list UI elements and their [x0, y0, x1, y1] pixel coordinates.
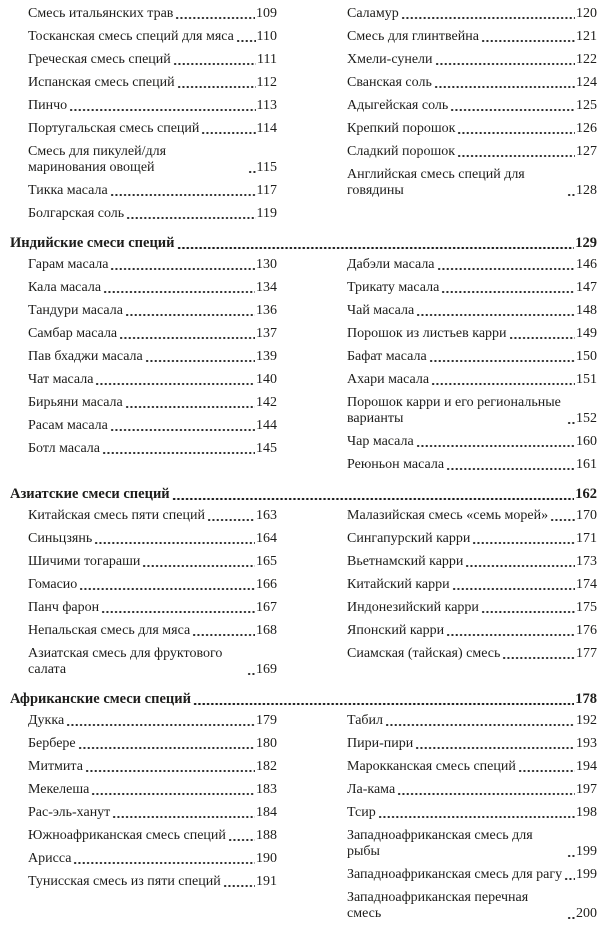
toc-section-header[interactable] [10, 486, 597, 503]
page-number: 139 [256, 349, 277, 364]
dot-leader [236, 29, 256, 45]
dot-leader [110, 257, 255, 273]
page-number: 129 [575, 235, 597, 251]
entry-title: Шичими тогараши [28, 554, 141, 569]
toc-entry[interactable] [28, 372, 277, 388]
page-number: 192 [576, 713, 597, 728]
dot-leader [175, 6, 255, 22]
toc-column-left [10, 713, 277, 929]
entry-title: Арисса [28, 851, 72, 866]
entry-title: Смесь для глинтвейна [347, 29, 479, 44]
toc-entry[interactable] [28, 98, 277, 114]
page-number: 111 [257, 52, 277, 67]
dot-leader [385, 713, 575, 729]
toc-entry[interactable] [28, 257, 277, 273]
toc-entry[interactable] [28, 759, 277, 775]
dot-leader [142, 554, 255, 570]
dot-leader [110, 183, 256, 199]
toc-entry[interactable] [347, 531, 597, 547]
page-number: 175 [576, 600, 597, 615]
page-number: 126 [576, 121, 597, 136]
page-number: 176 [576, 623, 597, 638]
entry-title: Китайский карри [347, 577, 450, 592]
dot-leader [73, 851, 255, 867]
dot-leader [437, 257, 575, 273]
page-number: 115 [256, 160, 277, 175]
dot-leader [101, 600, 255, 616]
toc-entry[interactable] [28, 6, 277, 22]
toc-columns [10, 6, 597, 229]
page-number: 149 [576, 326, 597, 341]
toc-entry[interactable] [347, 554, 597, 570]
dot-leader [416, 303, 575, 319]
entry-title: Смесь итальянских трав [28, 6, 174, 21]
toc-entry[interactable] [347, 457, 597, 473]
toc-entry[interactable] [347, 280, 597, 296]
entry-title: Тунисская смесь из пяти специй [28, 874, 221, 889]
dot-leader [567, 844, 575, 860]
entry-title: Порошок из листьев карри [347, 326, 507, 341]
page-number: 127 [576, 144, 597, 159]
dot-leader [173, 52, 256, 68]
dot-leader [481, 29, 575, 45]
entry-title: Испанская смесь специй [28, 75, 175, 90]
page-number: 173 [576, 554, 597, 569]
entry-title: Бербере [28, 736, 76, 751]
dot-leader [446, 457, 575, 473]
toc-entry[interactable] [28, 531, 277, 547]
toc-column-left [10, 6, 277, 229]
dot-leader [192, 623, 255, 639]
page-number: 146 [576, 257, 597, 272]
entry-title: Табил [347, 713, 384, 728]
entry-title: Западноафриканская смесь для рыбы [347, 828, 533, 859]
dot-leader [119, 326, 255, 342]
page-number: 114 [256, 121, 277, 136]
dot-leader [452, 577, 575, 593]
entry-title: Бирьяни масала [28, 395, 123, 410]
toc-entry[interactable] [347, 257, 597, 273]
toc-entry[interactable] [347, 303, 597, 319]
entry-title: Японский карри [347, 623, 445, 638]
page-number: 151 [576, 372, 597, 387]
toc-entry[interactable] [347, 867, 597, 883]
toc-entry[interactable] [28, 75, 277, 91]
page-number: 179 [256, 713, 277, 728]
dot-leader [110, 418, 255, 434]
toc-entry[interactable] [28, 600, 277, 616]
entry-title: Азиатская смесь для фруктового салата [28, 646, 223, 677]
page-number: 124 [576, 75, 597, 90]
page-number: 200 [576, 906, 597, 921]
page-number: 113 [256, 98, 277, 113]
section-title: Индийские смеси специй [10, 235, 175, 251]
entry-title: Тикка масала [28, 183, 108, 198]
entry-title: Смесь для пикулей/для маринования овощей [28, 144, 167, 175]
dot-leader [378, 805, 575, 821]
toc-entry[interactable] [347, 326, 597, 342]
dot-leader [567, 411, 575, 427]
toc-entry[interactable] [347, 121, 597, 137]
page-number: 148 [576, 303, 597, 318]
entry-title: Адыгейская соль [347, 98, 449, 113]
page-number: 140 [256, 372, 277, 387]
page-number: 122 [576, 52, 597, 67]
entry-title: Кала масала [28, 280, 102, 295]
dot-leader [94, 531, 255, 547]
dot-leader [416, 434, 575, 450]
page-number: 178 [575, 691, 597, 707]
entry-title: Греческая смесь специй [28, 52, 171, 67]
entry-title: Португальская смесь специй [28, 121, 200, 136]
toc-entry[interactable] [28, 713, 277, 729]
entry-title: Английская смесь специй для говядины [347, 167, 525, 198]
toc-entry[interactable] [28, 577, 277, 593]
toc-entry[interactable] [347, 98, 597, 114]
toc-entry[interactable] [347, 167, 597, 199]
entry-title: Дабэли масала [347, 257, 435, 272]
dot-leader [429, 349, 575, 365]
toc-columns [10, 713, 597, 929]
dot-leader [435, 52, 575, 68]
dot-leader [247, 662, 255, 678]
toc-column-left [10, 257, 277, 480]
toc-column-right [347, 713, 597, 929]
entry-title: Хмели-сунели [347, 52, 433, 67]
page-number: 112 [256, 75, 277, 90]
page-number: 171 [576, 531, 597, 546]
entry-title: Тсир [347, 805, 376, 820]
toc-entry[interactable] [28, 623, 277, 639]
entry-title: Пинчо [28, 98, 68, 113]
toc-entry[interactable] [347, 372, 597, 388]
toc-section-european-continued [10, 6, 597, 229]
toc-section-asian [10, 486, 597, 685]
toc-entry[interactable] [347, 52, 597, 68]
dot-leader [472, 531, 575, 547]
dot-leader [567, 906, 575, 922]
toc-column-left [10, 508, 277, 685]
toc-entry[interactable] [28, 121, 277, 137]
page-number: 177 [576, 646, 597, 661]
dot-leader [112, 805, 255, 821]
page-number: 165 [256, 554, 277, 569]
entry-title: Гомасио [28, 577, 78, 592]
dot-leader [481, 600, 575, 616]
toc-entry[interactable] [28, 395, 277, 411]
page-number: 188 [256, 828, 277, 843]
page-number: 180 [256, 736, 277, 751]
entry-title: Вьетнамский карри [347, 554, 464, 569]
dot-leader [78, 736, 255, 752]
toc-section-african [10, 691, 597, 929]
dot-leader [223, 874, 255, 890]
entry-title: Чат масала [28, 372, 94, 387]
entry-title: Панч фарон [28, 600, 100, 615]
toc-entry[interactable] [28, 805, 277, 821]
toc-entry[interactable] [347, 759, 597, 775]
dot-leader [95, 372, 255, 388]
dot-leader [564, 867, 575, 883]
toc-entry[interactable] [28, 736, 277, 752]
page-number: 166 [256, 577, 277, 592]
entry-title: Непальская смесь для мяса [28, 623, 191, 638]
page-number: 137 [256, 326, 277, 341]
toc-entry[interactable] [347, 395, 597, 427]
page-number: 197 [576, 782, 597, 797]
page-number: 144 [256, 418, 277, 433]
toc-entry[interactable] [347, 713, 597, 729]
entry-title: Западноафриканская смесь для рагу [347, 867, 563, 882]
toc-column-right [347, 6, 597, 229]
entry-title: Реюньон масала [347, 457, 445, 472]
page-number: 191 [256, 874, 277, 889]
dot-leader [79, 577, 255, 593]
page-number: 182 [256, 759, 277, 774]
toc-entry[interactable] [28, 828, 277, 844]
entry-title: Дукка [28, 713, 65, 728]
toc-entry[interactable] [28, 851, 277, 867]
entry-title: Чай масала [347, 303, 415, 318]
toc-entry[interactable] [347, 75, 597, 91]
page-number: 161 [576, 457, 597, 472]
section-title: Азиатские смеси специй [10, 486, 170, 502]
dot-leader [457, 144, 575, 160]
toc-entry[interactable] [28, 782, 277, 798]
dot-leader [509, 326, 575, 342]
toc-entry[interactable] [28, 554, 277, 570]
entry-title: Тандури масала [28, 303, 123, 318]
dot-leader [102, 441, 255, 457]
page-number: 147 [576, 280, 597, 295]
page-number: 193 [576, 736, 597, 751]
dot-leader [457, 121, 575, 137]
entry-title: Китайская смесь пяти специй [28, 508, 205, 523]
page-number: 110 [256, 29, 277, 44]
entry-title: Ахари масала [347, 372, 430, 387]
toc-entry[interactable] [347, 623, 597, 639]
page-number: 145 [256, 441, 277, 456]
dot-leader [228, 828, 255, 844]
toc-entry[interactable] [347, 577, 597, 593]
dot-leader [172, 486, 575, 503]
page-number: 134 [256, 280, 277, 295]
dot-leader [550, 508, 575, 524]
dot-leader [248, 160, 256, 176]
toc-entry[interactable] [28, 144, 277, 176]
dot-leader [125, 303, 255, 319]
toc-entry[interactable] [347, 782, 597, 798]
page-number: 198 [576, 805, 597, 820]
toc-columns [10, 508, 597, 685]
entry-title: Марокканская смесь специй [347, 759, 516, 774]
toc-entry[interactable] [347, 646, 597, 662]
toc-entry[interactable] [347, 890, 597, 922]
toc-entry[interactable] [347, 508, 597, 524]
toc-entry[interactable] [28, 206, 277, 222]
toc-entry[interactable] [347, 29, 597, 45]
toc-entry[interactable] [28, 29, 277, 45]
toc-entry[interactable] [347, 600, 597, 616]
entry-title: Сиамская (тайская) смесь [347, 646, 501, 661]
dot-leader [415, 736, 575, 752]
dot-leader [145, 349, 255, 365]
toc-entry[interactable] [28, 52, 277, 68]
page-number: 199 [576, 867, 597, 882]
toc-column-right [347, 508, 597, 685]
page-number: 190 [256, 851, 277, 866]
page-number: 119 [256, 206, 277, 221]
dot-leader [126, 206, 255, 222]
dot-leader [85, 759, 255, 775]
toc-column-right [347, 257, 597, 480]
toc-entry[interactable] [347, 828, 597, 860]
page-number: 121 [576, 29, 597, 44]
entry-title: Крепкий порошок [347, 121, 456, 136]
page-number: 128 [576, 183, 597, 198]
dot-leader [441, 280, 575, 296]
page-number: 168 [256, 623, 277, 638]
toc-entry[interactable] [28, 441, 277, 457]
entry-title: Сладкий порошок [347, 144, 456, 159]
toc-entry[interactable] [28, 418, 277, 434]
entry-title: Митмита [28, 759, 83, 774]
dot-leader [446, 623, 575, 639]
page-number: 167 [256, 600, 277, 615]
entry-title: Саламур [347, 6, 399, 21]
entry-title: Сванская соль [347, 75, 432, 90]
dot-leader [103, 280, 255, 296]
page-number: 163 [256, 508, 277, 523]
entry-title: Самбар масала [28, 326, 118, 341]
page-number: 109 [256, 6, 277, 21]
page-number: 160 [576, 434, 597, 449]
entry-title: Порошок карри и его региональные варианты [347, 395, 561, 426]
page-number: 150 [576, 349, 597, 364]
toc-section-header[interactable] [10, 691, 597, 708]
entry-title: Чар масала [347, 434, 414, 449]
dot-leader [193, 691, 574, 708]
entry-title: Ла-кама [347, 782, 396, 797]
page-number: 136 [256, 303, 277, 318]
page-number: 169 [256, 662, 277, 677]
toc-entry[interactable] [28, 508, 277, 524]
page-number: 120 [576, 6, 597, 21]
entry-title: Синьцзянь [28, 531, 93, 546]
toc-entry[interactable] [28, 280, 277, 296]
entry-title: Пав бхаджи масала [28, 349, 143, 364]
entry-title: Бафат масала [347, 349, 427, 364]
entry-title: Малазийская смесь «семь морей» [347, 508, 549, 523]
toc-entry[interactable] [28, 646, 277, 678]
toc-section-indian [10, 235, 597, 480]
dot-leader [431, 372, 575, 388]
entry-title: Сингапурский карри [347, 531, 471, 546]
entry-title: Южноафриканская смесь специй [28, 828, 226, 843]
dot-leader [177, 75, 256, 91]
toc-entry[interactable] [28, 874, 277, 890]
entry-title: Ботл масала [28, 441, 101, 456]
page-number: 199 [576, 844, 597, 859]
dot-leader [450, 98, 575, 114]
section-title: Африканские смеси специй [10, 691, 191, 707]
page-number: 170 [576, 508, 597, 523]
entry-title: Рас-эль-ханут [28, 805, 111, 820]
toc-entry[interactable] [28, 303, 277, 319]
page-number: 117 [256, 183, 277, 198]
page-number: 164 [256, 531, 277, 546]
toc-entry[interactable] [347, 434, 597, 450]
dot-leader [91, 782, 255, 798]
toc-columns [10, 257, 597, 480]
dot-leader [177, 235, 575, 252]
toc-section-header[interactable] [10, 235, 597, 252]
dot-leader [567, 183, 575, 199]
page-number: 183 [256, 782, 277, 797]
dot-leader [502, 646, 575, 662]
page-number: 125 [576, 98, 597, 113]
toc-entry[interactable] [28, 326, 277, 342]
dot-leader [201, 121, 255, 137]
dot-leader [125, 395, 255, 411]
page-number: 184 [256, 805, 277, 820]
entry-title: Трикату масала [347, 280, 440, 295]
page-number: 174 [576, 577, 597, 592]
toc-entry[interactable] [347, 144, 597, 160]
page-number: 162 [575, 486, 597, 502]
dot-leader [397, 782, 575, 798]
toc-entry[interactable] [28, 349, 277, 365]
dot-leader [66, 713, 255, 729]
page-number: 142 [256, 395, 277, 410]
entry-title: Тосканская смесь специй для мяса [28, 29, 234, 44]
page-number: 194 [576, 759, 597, 774]
dot-leader [434, 75, 575, 91]
entry-title: Западноафриканская перечная смесь [347, 890, 529, 921]
dot-leader [401, 6, 575, 22]
dot-leader [69, 98, 255, 114]
toc-entry[interactable] [347, 349, 597, 365]
page-number: 130 [256, 257, 277, 272]
toc-entry[interactable] [347, 736, 597, 752]
entry-title: Болгарская соль [28, 206, 125, 221]
dot-leader [207, 508, 255, 524]
entry-title: Расам масала [28, 418, 108, 433]
entry-title: Индонезийский карри [347, 600, 479, 615]
toc-entry[interactable] [347, 805, 597, 821]
dot-leader [518, 759, 575, 775]
page-number: 152 [576, 411, 597, 426]
entry-title: Мекелеша [28, 782, 90, 797]
toc-entry[interactable] [347, 6, 597, 22]
entry-title: Пири-пири [347, 736, 414, 751]
toc-entry[interactable] [28, 183, 277, 199]
entry-title: Гарам масала [28, 257, 109, 272]
dot-leader [465, 554, 575, 570]
